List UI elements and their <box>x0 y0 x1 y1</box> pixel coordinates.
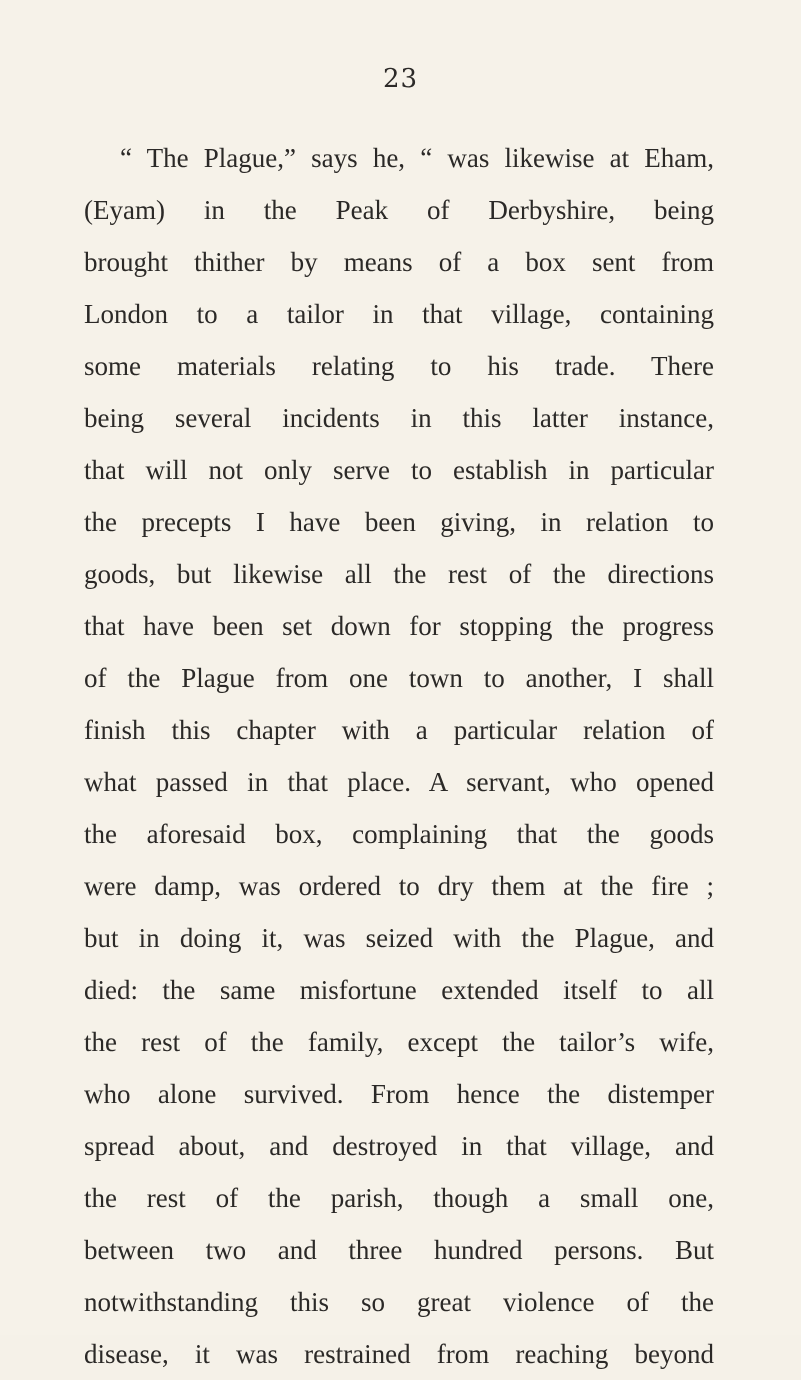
text-line: that have been set down for stopping the progress <box>84 611 714 641</box>
text-line: the rest of the parish, though a small one, <box>84 1183 714 1213</box>
text-line: who alone survived. From hence the distemper <box>84 1079 714 1109</box>
text-line: were damp, was ordered to dry them at the fire ; <box>84 871 714 901</box>
text-line: of the Plague from one town to another, I shall <box>84 663 714 693</box>
text-line: the aforesaid box, complaining that the goods <box>84 819 714 849</box>
text-line: finish this chapter with a particular relation of <box>84 715 714 745</box>
text-line: “ The Plague,” says he, “ was likewise at Eham, <box>120 143 714 173</box>
page-number: 23 <box>382 64 419 94</box>
text-line: disease, it was restrained from reaching beyond <box>84 1339 714 1369</box>
text-line: that will not only serve to establish in particular <box>84 455 714 485</box>
text-line: the rest of the family, except the tailor’s wife, <box>84 1027 714 1057</box>
text-line: what passed in that place. A servant, who opened <box>84 767 714 797</box>
text-line: brought thither by means of a box sent from <box>84 247 714 277</box>
text-line: goods, but likewise all the rest of the directions <box>84 559 714 589</box>
text-line: the precepts I have been giving, in relation to <box>84 507 714 537</box>
text-line: between two and three hundred persons. But <box>84 1235 714 1265</box>
text-line: died: the same misfortune extended itself to all <box>84 975 714 1005</box>
text-line: London to a tailor in that village, containing <box>84 299 714 329</box>
body-text <box>84 132 714 1380</box>
text-line: but in doing it, was seized with the Plague, and <box>84 923 714 953</box>
text-line: notwithstanding this so great violence of the <box>84 1287 714 1317</box>
text-line: some materials relating to his trade. There <box>84 351 714 381</box>
text-line: (Eyam) in the Peak of Derbyshire, being <box>84 195 714 225</box>
text-line: spread about, and destroyed in that village, and <box>84 1131 714 1161</box>
text-line: being several incidents in this latter instance, <box>84 403 714 433</box>
